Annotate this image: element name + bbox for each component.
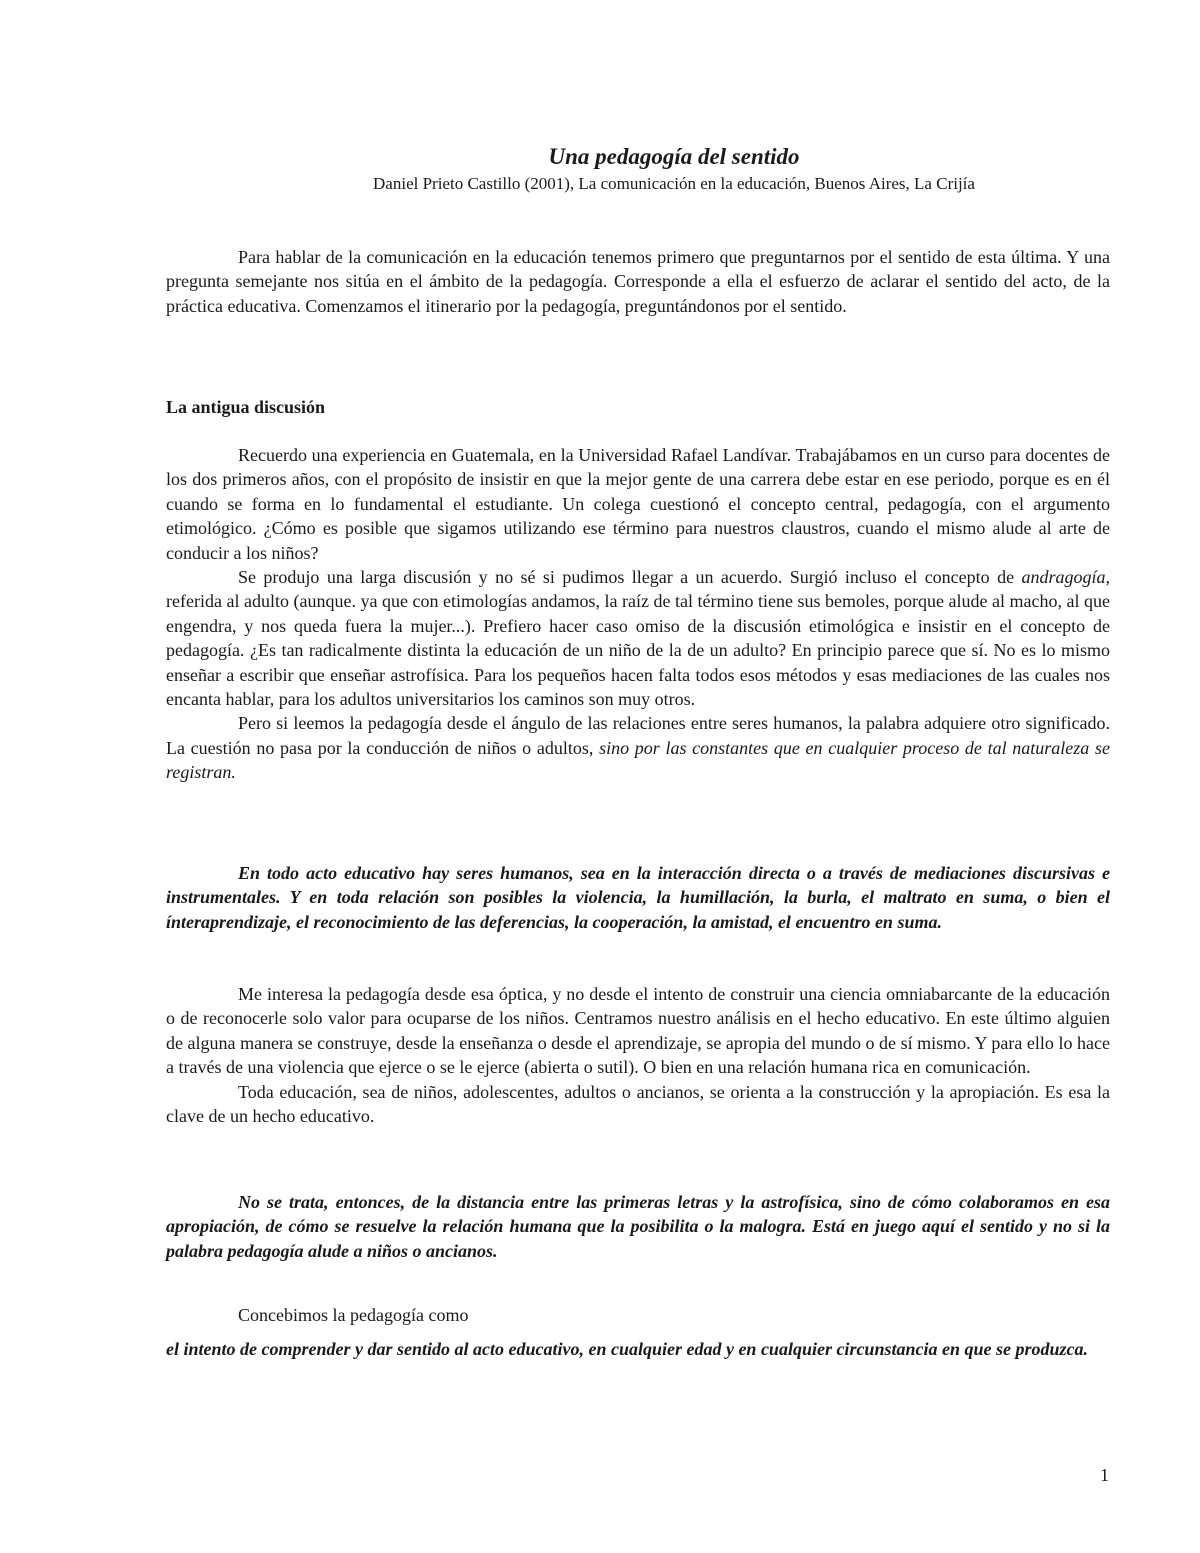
paragraph-3-italic: sino por las constantes que en cualquier proceso de tal naturaleza se registran. xyxy=(166,737,1110,783)
paragraph-5: Toda educación, sea de niños, adolescentes, adultos o ancianos, se orienta a la construcción y la apropiación. Es esa la clave de un hecho educativo. xyxy=(166,1081,1110,1127)
paragraph-6: Concebimos la pedagogía como xyxy=(238,1305,469,1325)
paragraph-3 xyxy=(166,711,1110,784)
paragraph-4: Me interesa la pedagogía desde esa óptica, y no desde el intento de construir una ciencia omniabarcante de la educación o de reconocerle solo valor para ocuparse de los niños. Centramos nuestro análisis en el hecho educativo. En este último alguien de alguna manera se construye, desde la enseñanza o desde el aprendizaje, se apropia del mundo o de sí mismo. Y para ello lo hace a través de una violencia que ejerce o se le ejerce (abierta o sutil). O bien en una relación humana rica en comunicación. xyxy=(166,984,1110,1078)
quote-1: En todo acto educativo hay seres humanos, sea en la interacción directa o a través de mediaciones discursivas e instrumentales. Y en toda relación son posibles la violencia, la humillación, la burla, el maltrato en suma, o bien el ínteraprendizaje, el reconocimiento de las deferencias, la cooperación, la amistad, el encuentro en suma. xyxy=(166,863,1110,932)
quote-2: No se trata, entonces, de la distancia entre las primeras letras y la astrofísica, sino de cómo colaboramos en esa apropiación, de cómo se resuelve la relación humana que la posibilita o la malogra. Está en juego aquí el sentido y no si la palabra pedagogía alude a niños o ancianos. xyxy=(166,1192,1110,1261)
intro-paragraph: Para hablar de la comunicación en la educación tenemos primero que preguntarnos por el sentido de esta última. Y una pregunta semejante nos sitúa en el ámbito de la pedagogía. Corresponde a ella el esfuerzo de aclarar el sentido del acto, de la práctica educativa. Comenzamos el itinerario por la pedagogía, preguntándonos por el sentido. xyxy=(166,247,1110,316)
quote-2-block xyxy=(166,1190,1110,1263)
paragraph-1: Recuerdo una experiencia en Guatemala, en la Universidad Rafael Landívar. Trabajábamos en un curso para docentes de los dos primeros años, con el propósito de insistir en que la mejor gente de una carrera debe estar en ese periodo, porque es en él cuando se forma en lo fundamental el estudiante. Un colega cuestionó el concepto central, pedagogía, con el argumento etimológico. ¿Cómo es posible que sigamos utilizando ese término para nuestros claustros, cuando el mismo alude al arte de conducir a los niños? xyxy=(166,445,1110,563)
body-block xyxy=(166,443,1110,785)
document-subtitle: Daniel Prieto Castillo (2001), La comunicación en la educación, Buenos Aires, La Crijía xyxy=(373,174,975,193)
definition-block xyxy=(166,1337,1110,1361)
paragraph-6-block xyxy=(166,1303,1110,1327)
definition: el intento de comprender y dar sentido al acto educativo, en cualquier edad y en cualquier circunstancia en que se produzca. xyxy=(166,1339,1088,1359)
paragraph-2-end: , referida al adulto (aunque. ya que con etimologías andamos, la raíz de tal término tiene sus bemoles, porque alude al macho, al que engendra, y nos queda fuera la mujer...). Prefiero hacer caso omiso de la discusión etimológica e insistir en el concepto de pedagogía. ¿Es tan radicalmente distinta la educación de un niño de la de un adulto? En principio parece que sí. No es lo mismo enseñar a escribir que enseñar astrofísica. Para los pequeños hacen falta todos esos métodos y esas mediaciones de las cuales nos encanta hablar, para los adultos universitarios los caminos son muy otros. xyxy=(166,567,1110,710)
paragraph-2-start: Se produjo una larga discusión y no sé si pudimos llegar a un acuerdo. Surgió incluso el concepto de xyxy=(238,567,1022,588)
page-number: 1 xyxy=(1100,1465,1109,1485)
body-block-2 xyxy=(166,982,1110,1128)
intro-block xyxy=(166,245,1110,318)
paragraph-3-start: Pero si leemos la pedagogía desde el ángulo de las relaciones entre seres humanos, la palabra adquiere otro significado. La cuestión no pasa por la conducción de niños o adultos, xyxy=(166,713,1110,758)
document-title: Una pedagogía del sentido xyxy=(548,144,800,169)
section-heading-block xyxy=(166,395,1110,419)
section-heading: La antigua discusión xyxy=(166,397,326,417)
quote-1-block xyxy=(166,861,1110,934)
paragraph-2-italic: andragogía xyxy=(1021,567,1106,588)
paragraph-2 xyxy=(166,565,1110,711)
